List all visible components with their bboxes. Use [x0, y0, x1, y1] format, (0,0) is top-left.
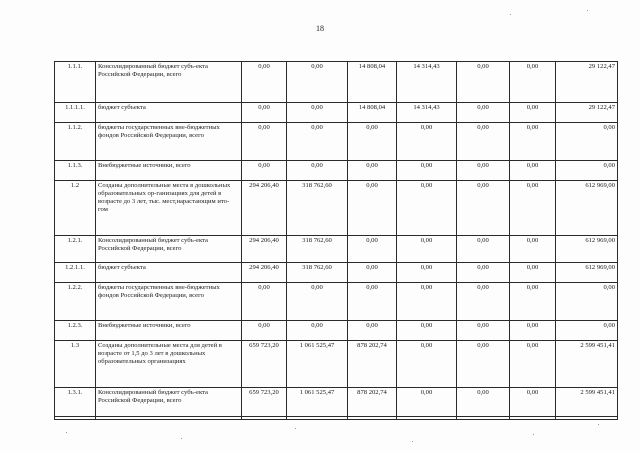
- row-value: 0,00: [457, 388, 510, 420]
- row-value: 0,00: [510, 263, 556, 283]
- row-value: 318 762,60: [287, 263, 348, 283]
- row-value: 0,00: [510, 123, 556, 161]
- row-value: 0,00: [510, 161, 556, 181]
- row-code: 1.2.1.1.: [55, 263, 96, 283]
- table-row: [55, 321, 618, 341]
- table-row: [55, 103, 618, 123]
- row-value: 0,00: [457, 236, 510, 263]
- row-value: 294 206,40: [242, 236, 287, 263]
- row-value: 0,00: [397, 123, 457, 161]
- row-value: 878 202,74: [348, 388, 397, 420]
- row-name: Созданы дополнительные места для детей в возрасте от 1,5 до 3 лет в дошкольных образовательных организациях: [96, 341, 242, 388]
- row-name: Консолидированный бюджет субъ-екта Российской Федерации, всего: [96, 236, 242, 263]
- row-value: 0,00: [242, 161, 287, 181]
- scan-speck: [181, 438, 182, 439]
- table-bottom-rule: [54, 416, 617, 417]
- budget-table: [54, 61, 618, 420]
- table-row: [55, 62, 618, 103]
- row-value: 878 202,74: [348, 341, 397, 388]
- row-total: 612 969,00: [556, 263, 618, 283]
- table-row: [55, 263, 618, 283]
- row-value: 0,00: [348, 181, 397, 236]
- row-value: 0,00: [510, 62, 556, 103]
- row-code: 1.1.2.: [55, 123, 96, 161]
- scan-speck: [412, 441, 413, 442]
- row-name: Внебюджетные источники, всего: [96, 161, 242, 181]
- budget-table-body: [55, 62, 618, 420]
- row-value: 0,00: [348, 236, 397, 263]
- row-value: 14 808,04: [348, 103, 397, 123]
- row-value: 0,00: [457, 321, 510, 341]
- row-value: 0,00: [397, 161, 457, 181]
- table-row: [55, 236, 618, 263]
- row-value: 0,00: [242, 283, 287, 321]
- table-row: [55, 181, 618, 236]
- row-value: 0,00: [287, 123, 348, 161]
- row-value: 0,00: [287, 161, 348, 181]
- row-name: бюджеты государственных вне-бюджетных фондов Российской Федерации, всего: [96, 283, 242, 321]
- row-code: 1.2.2.: [55, 283, 96, 321]
- row-name: бюджеты государственных вне-бюджетных фондов Российской Федерации, всего: [96, 123, 242, 161]
- row-value: 294 206,40: [242, 181, 287, 236]
- row-value: 0,00: [510, 103, 556, 123]
- row-value: 0,00: [457, 341, 510, 388]
- row-value: 0,00: [348, 161, 397, 181]
- row-value: 0,00: [348, 123, 397, 161]
- row-total: 2 599 451,41: [556, 388, 618, 420]
- row-value: 0,00: [457, 62, 510, 103]
- row-value: 0,00: [397, 236, 457, 263]
- table-row: [55, 388, 618, 420]
- row-total: 2 599 451,41: [556, 341, 618, 388]
- row-value: 0,00: [510, 321, 556, 341]
- row-value: 0,00: [397, 321, 457, 341]
- row-value: 0,00: [397, 181, 457, 236]
- row-name: Консолидированный бюджет субъ-екта Российской Федерации, всего: [96, 388, 242, 420]
- row-name: Внебюджетные источники, всего: [96, 321, 242, 341]
- row-value: 1 061 525,47: [287, 388, 348, 420]
- scan-speck: [587, 10, 588, 11]
- row-value: 0,00: [242, 62, 287, 103]
- row-code: 1.2.3.: [55, 321, 96, 341]
- row-value: 0,00: [348, 321, 397, 341]
- row-total: 612 969,00: [556, 236, 618, 263]
- row-value: 0,00: [287, 283, 348, 321]
- row-name: Консолидированный бюджет субъ-екта Российской Федерации, всего: [96, 62, 242, 103]
- table-row: [55, 123, 618, 161]
- row-total: 0,00: [556, 321, 618, 341]
- row-value: 0,00: [397, 388, 457, 420]
- row-total: 0,00: [556, 283, 618, 321]
- page-number: 18: [316, 24, 324, 33]
- row-value: 659 723,20: [242, 388, 287, 420]
- row-value: 0,00: [348, 263, 397, 283]
- row-value: 0,00: [242, 103, 287, 123]
- row-value: 0,00: [457, 123, 510, 161]
- row-value: 0,00: [457, 161, 510, 181]
- row-code: 1.1.3.: [55, 161, 96, 181]
- row-value: 0,00: [510, 341, 556, 388]
- row-value: 0,00: [510, 388, 556, 420]
- row-value: 0,00: [242, 123, 287, 161]
- table-row: [55, 283, 618, 321]
- row-total: 29 122,47: [556, 62, 618, 103]
- row-value: 0,00: [397, 283, 457, 321]
- row-value: 0,00: [457, 263, 510, 283]
- row-total: 29 122,47: [556, 103, 618, 123]
- row-code: 1.1.1.1.: [55, 103, 96, 123]
- row-value: 0,00: [242, 321, 287, 341]
- row-code: 1.3: [55, 341, 96, 388]
- row-value: 0,00: [287, 103, 348, 123]
- row-code: 1.1.1.: [55, 62, 96, 103]
- scan-speck: [66, 432, 67, 433]
- row-value: 1 061 525,47: [287, 341, 348, 388]
- row-value: 0,00: [457, 181, 510, 236]
- row-total: 0,00: [556, 123, 618, 161]
- row-value: 14 808,04: [348, 62, 397, 103]
- row-value: 0,00: [457, 103, 510, 123]
- row-value: 294 206,40: [242, 263, 287, 283]
- row-name: бюджет субъекта: [96, 103, 242, 123]
- row-value: 14 314,43: [397, 62, 457, 103]
- row-total: 612 969,00: [556, 181, 618, 236]
- row-value: 0,00: [510, 236, 556, 263]
- scan-speck: [533, 434, 534, 435]
- table-row: [55, 161, 618, 181]
- row-total: 0,00: [556, 161, 618, 181]
- row-name: бюджет субъекта: [96, 263, 242, 283]
- scan-speck: [510, 14, 511, 15]
- row-value: 0,00: [348, 283, 397, 321]
- row-code: 1.3.1.: [55, 388, 96, 420]
- row-value: 0,00: [457, 283, 510, 321]
- row-code: 1.2.1.: [55, 236, 96, 263]
- row-value: 318 762,60: [287, 181, 348, 236]
- row-value: 14 314,43: [397, 103, 457, 123]
- table-row: [55, 341, 618, 388]
- row-value: 0,00: [287, 321, 348, 341]
- scan-speck: [598, 424, 599, 425]
- row-value: 0,00: [510, 181, 556, 236]
- row-value: 0,00: [510, 283, 556, 321]
- row-name: Созданы дополнительные места в дошкольных образовательных ор-ганизациях для детей в возрасте до 3 лет, тыс. мест,нарастающим ито-гом: [96, 181, 242, 236]
- row-value: 0,00: [397, 341, 457, 388]
- row-value: 0,00: [397, 263, 457, 283]
- row-value: 0,00: [287, 62, 348, 103]
- row-value: 318 762,60: [287, 236, 348, 263]
- scan-speck: [295, 428, 296, 429]
- row-value: 659 723,20: [242, 341, 287, 388]
- row-code: 1.2: [55, 181, 96, 236]
